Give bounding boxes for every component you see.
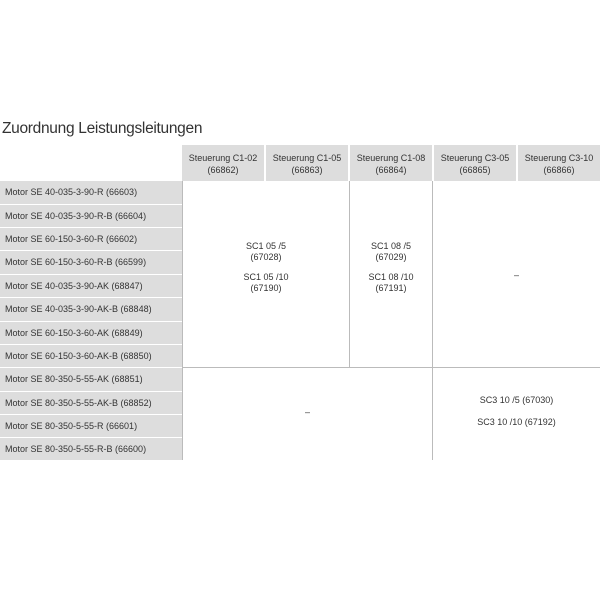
- row-label: Motor SE 40-035-3-90-AK (68847): [0, 275, 182, 297]
- cable-label: SC3 10 /10 (67192): [477, 417, 556, 427]
- row-label: Motor SE 80-350-5-55-R (66601): [0, 415, 182, 437]
- row-label: Motor SE 60-150-3-60-AK-B (68850): [0, 345, 182, 367]
- column-id: (66866): [543, 165, 575, 175]
- column-header-c1-05: [266, 145, 348, 181]
- cable-id: (67029): [375, 252, 407, 262]
- column-header-c3-10: [518, 145, 600, 181]
- column-id: (66863): [291, 165, 323, 175]
- assignment-table: [0, 145, 600, 460]
- cell-block-c1-08: [350, 241, 432, 311]
- row-label: Motor SE 80-350-5-55-AK (68851): [0, 368, 182, 391]
- column-name: Steuerung C1-08: [356, 153, 426, 163]
- cable-label: SC1 05 /10: [243, 272, 289, 282]
- cable-id: (67190): [250, 283, 282, 293]
- row-label: Motor SE 60-150-3-60-AK (68849): [0, 322, 182, 344]
- empty-cell-dash: –: [304, 407, 310, 417]
- column-header-c1-08: [350, 145, 432, 181]
- row-label: Motor SE 40-035-3-90-R-B (66604): [0, 205, 182, 227]
- column-id: (66862): [207, 165, 239, 175]
- cable-label: SC1 08 /10: [368, 272, 414, 282]
- row-label: Motor SE 60-150-3-60-R (66602): [0, 228, 182, 250]
- column-name: Steuerung C3-10: [524, 153, 594, 163]
- cell-block-c1-05: [183, 241, 349, 311]
- row-label: Motor SE 40-035-3-90-R (66603): [0, 181, 182, 204]
- cable-label: SC1 05 /5: [245, 241, 287, 251]
- row-label: Motor SE 40-035-3-90-AK-B (68848): [0, 298, 182, 321]
- column-name: Steuerung C3-05: [440, 153, 510, 163]
- column-id: (66865): [459, 165, 491, 175]
- cable-label: SC3 10 /5 (67030): [479, 395, 554, 405]
- column-header-c1-02: [182, 145, 264, 181]
- table-divider: [183, 367, 600, 368]
- page-title: Zuordnung Leistungsleitungen: [2, 120, 203, 137]
- cell-block-c3: [433, 395, 600, 435]
- row-label: Motor SE 60-150-3-60-R-B (66599): [0, 251, 182, 274]
- column-id: (66864): [375, 165, 407, 175]
- row-label: Motor SE 80-350-5-55-AK-B (68852): [0, 392, 182, 414]
- column-name: Steuerung C1-05: [272, 153, 342, 163]
- empty-cell-dash: –: [513, 270, 519, 280]
- column-header-c3-05: [434, 145, 516, 181]
- cable-id: (67191): [375, 283, 407, 293]
- row-label: Motor SE 80-350-5-55-R-B (66600): [0, 438, 182, 460]
- column-name: Steuerung C1-02: [188, 153, 258, 163]
- cable-label: SC1 08 /5: [370, 241, 412, 251]
- cable-id: (67028): [250, 252, 282, 262]
